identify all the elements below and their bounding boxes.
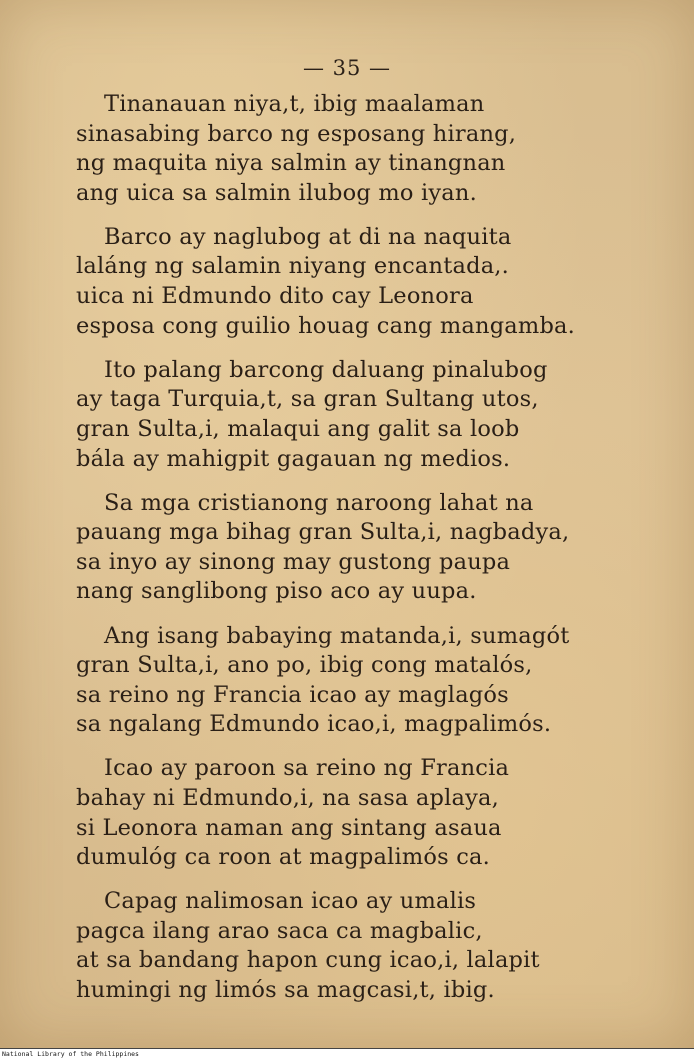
verse-line: Icao ay paroon sa reino ng Francia <box>104 755 510 782</box>
verse-line: Ang isang babaying matanda,i, sumagót <box>104 622 570 649</box>
verse-line: pagca ilang arao saca ca magbalic, <box>76 917 483 944</box>
stanza-7 <box>76 887 656 1005</box>
verse-line: sa reino ng Francia icao ay maglagós <box>76 681 509 708</box>
verse-line: pauang mga bihag gran Sulta,i, nagbadya, <box>76 519 570 546</box>
verse-line: bála ay mahigpit gagauan ng medios. <box>76 445 511 472</box>
verse-line: gran Sulta,i, malaqui ang galit sa loob <box>76 415 520 442</box>
page-number: — 35 — <box>302 56 392 80</box>
verse-line: ng maquita niya salmin ay tinangnan <box>76 150 506 177</box>
scan-footer <box>0 1048 694 1059</box>
verse-line: Sa mga cristianong naroong lahat na <box>104 489 534 516</box>
verse-line: sinasabing barco ng esposang hirang, <box>76 120 517 147</box>
stanza-2 <box>76 223 656 341</box>
verse-line: sa inyo ay sinong may gustong paupa <box>76 548 511 575</box>
verse-line: Capag nalimosan icao ay umalis <box>104 888 477 915</box>
verse-line: uica ni Edmundo dito cay Leonora <box>76 283 474 310</box>
verse-line: bahay ni Edmundo,i, na sasa aplaya, <box>76 784 500 811</box>
verse-line: Barco ay naglubog at di na naquita <box>104 223 512 250</box>
verse-line: si Leonora naman ang sintang asaua <box>76 814 502 841</box>
verse-line: ay taga Turquia,t, sa gran Sultang utos, <box>76 386 539 413</box>
stanza-1 <box>76 90 656 208</box>
verse-line: Ito palang barcong daluang pinalubog <box>104 356 548 383</box>
stanza-4 <box>76 489 656 607</box>
verse-line: esposa cong guilio houag cang mangamba. <box>76 312 576 339</box>
stanza-6 <box>76 754 656 872</box>
stanza-5 <box>76 622 656 740</box>
verse-line: humingi ng limós sa magcasi,t, ibig. <box>76 977 495 1004</box>
verse-line: Tinanauan niya,t, ibig maalaman <box>104 91 485 117</box>
verse-line: nang sanglibong piso aco ay uupa. <box>76 578 477 605</box>
library-credit: National Library of the Philippines <box>2 1050 139 1058</box>
verse-line: laláng ng salamin niyang encantada,. <box>76 253 510 280</box>
verse-line: at sa bandang hapon cung icao,i, lalapit <box>76 947 540 974</box>
poem-text <box>76 90 656 1020</box>
stanza-3 <box>76 356 656 474</box>
verse-line: ang uica sa salmin ilubog mo iyan. <box>76 179 477 206</box>
verse-line: sa ngalang Edmundo icao,i, magpalimós. <box>76 711 552 738</box>
verse-line: gran Sulta,i, ano po, ibig cong matalós, <box>76 652 533 679</box>
verse-line: dumulóg ca roon at magpalimós ca. <box>76 844 490 871</box>
